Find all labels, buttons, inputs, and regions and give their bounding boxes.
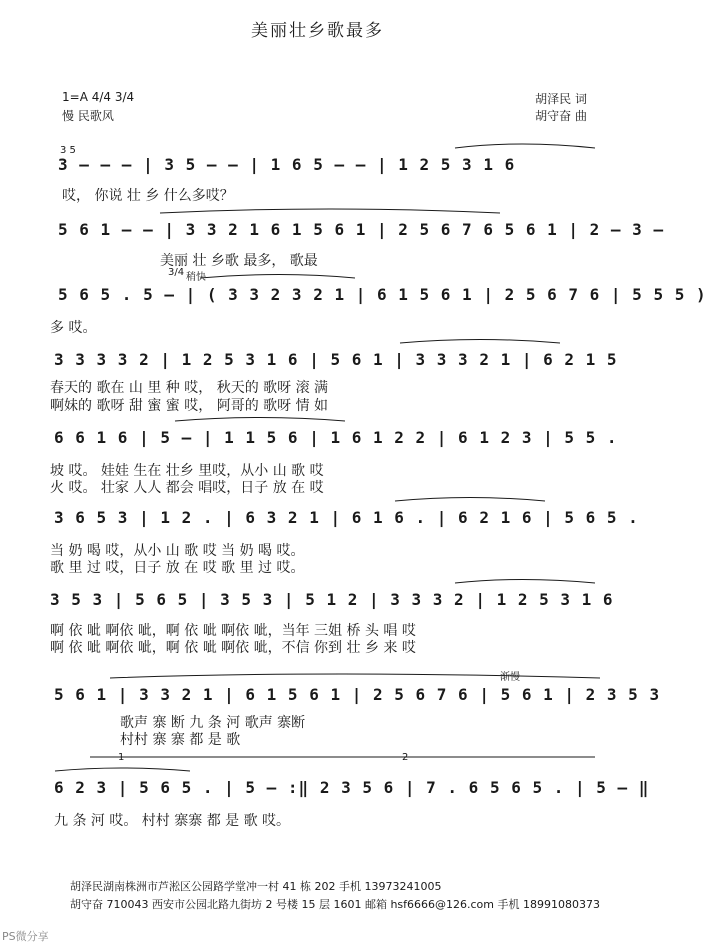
score-row-6-lyrics-2: 歌 里 过 哎，日子 放 在 哎 歌 里 过 哎。: [50, 560, 305, 576]
tempo-faster: 稍快: [186, 272, 206, 283]
grace-notes: 3 5: [60, 145, 76, 156]
score-row-7-notes: 3 5 3 | 5 6 5 | 3 5 3 | 5 1 2 | 3 3 3 2 | 1 2 5 3 1 6: [50, 590, 614, 609]
page-title: 美丽壮乡歌最多: [251, 21, 384, 41]
score-row-5-lyrics-1: 坡 哎。 娃娃 生在 壮乡 里哎，从小 山 歌 哎: [50, 463, 324, 479]
score-row-1-notes: 3 — — — | 3 5 — — | 1 6 5 — — | 1 2 5 3 1 6: [58, 155, 516, 174]
lyricist-credit: 胡泽民 词: [535, 92, 587, 106]
score-row-2-lyrics: 美丽 壮 乡歌 最多， 歌最: [160, 253, 318, 269]
slur-row-6: [395, 498, 545, 502]
score-row-5-notes: 6 6 1 6 | 5 — | 1 1 5 6 | 1 6 1 2 2 | 6 1 2 3 | 5 5 .: [54, 428, 618, 447]
volta-1: 1: [118, 752, 125, 763]
score-row-4-notes: 3 3 3 3 2 | 1 2 5 3 1 6 | 5 6 1 | 3 3 3 2 1 | 6 2 1 5: [54, 350, 618, 369]
score-row-9-notes: 6 2 3 | 5 6 5 . | 5 — :‖ 2 3 5 6 | 7 . 6 5 6 5 . | 5 — ‖: [54, 778, 650, 797]
score-row-7-lyrics-1: 啊 依 呲 啊依 呲，啊 依 呲 啊依 呲，当年 三姐 桥 头 唱 哎: [50, 623, 416, 639]
score-row-1-lyrics: 哎， 你说 壮 乡 什么多哎？: [62, 188, 234, 204]
footer-contact-2: 胡守奋 710043 西安市公园北路九街坊 2 号楼 15 层 1601 邮箱 hsf6666@126.com 手机 18991080373: [70, 898, 600, 911]
footer-contact-1: 胡泽民湖南株洲市芦淞区公园路学堂冲一村 41 栋 202 手机 13973241005: [70, 880, 442, 893]
score-row-5-lyrics-2: 火 哎。 壮家 人人 都会 唱哎，日子 放 在 哎: [50, 480, 324, 496]
score-row-8-lyrics-1: 歌声 寨 断 九 条 河 歌声 寨断: [120, 715, 306, 731]
key-signature: 1=A 4/4 3/4: [62, 90, 135, 104]
slur-row-4: [400, 340, 560, 344]
score-row-2-notes: 5 6 1 — — | 3 3 2 1 6 1 5 6 1 | 2 5 6 7 6 5 6 1 | 2 — 3 —: [58, 220, 665, 239]
tempo-style: 慢 民歌风: [62, 109, 114, 123]
score-row-4-lyrics-1: 春天的 歌在 山 里 种 哎， 秋天的 歌呀 滚 满: [50, 380, 329, 396]
slur-row-2: [160, 209, 500, 213]
score-row-3-lyrics: 多 哎。: [50, 320, 97, 336]
slur-row-7: [455, 580, 595, 584]
slur-row-1: [455, 144, 595, 148]
tempo-slower: 渐慢: [500, 672, 520, 683]
score-row-6-lyrics-1: 当 奶 喝 哎，从小 山 歌 哎 当 奶 喝 哎。: [50, 543, 305, 559]
slur-row-9: [55, 768, 190, 771]
score-row-7-lyrics-2: 啊 依 呲 啊依 呲，啊 依 呲 啊依 呲，不信 你到 壮 乡 来 哎: [50, 640, 416, 656]
score-row-8-notes: 5 6 1 | 3 3 2 1 | 6 1 5 6 1 | 2 5 6 7 6 | 5 6 1 | 2 3 5 3: [54, 685, 661, 704]
score-row-4-lyrics-2: 啊妹的 歌呀 甜 蜜 蜜 哎， 阿哥的 歌呀 情 如: [50, 398, 329, 414]
score-row-6-notes: 3 6 5 3 | 1 2 . | 6 3 2 1 | 6 1 6 . | 6 2 1 6 | 5 6 5 .: [54, 508, 639, 527]
score-row-3-notes: 5 6 5 . 5 — | ( 3 3 2 3 2 1 | 6 1 5 6 1 | 2 5 6 7 6 | 5 5 5 ): [58, 285, 707, 304]
slur-row-3: [200, 275, 355, 279]
score-row-8-lyrics-2: 村村 寨 寨 都 是 歌: [120, 732, 241, 748]
slur-row-5: [175, 418, 345, 422]
watermark: PS微分享: [2, 930, 49, 943]
slur-row-8: [110, 674, 600, 678]
meter-change: 3/4: [168, 267, 185, 278]
composer-credit: 胡守奋 曲: [535, 109, 587, 123]
score-row-9-lyrics: 九 条 河 哎。 村村 寨寨 都 是 歌 哎。: [54, 813, 291, 829]
volta-2: 2: [402, 752, 409, 763]
